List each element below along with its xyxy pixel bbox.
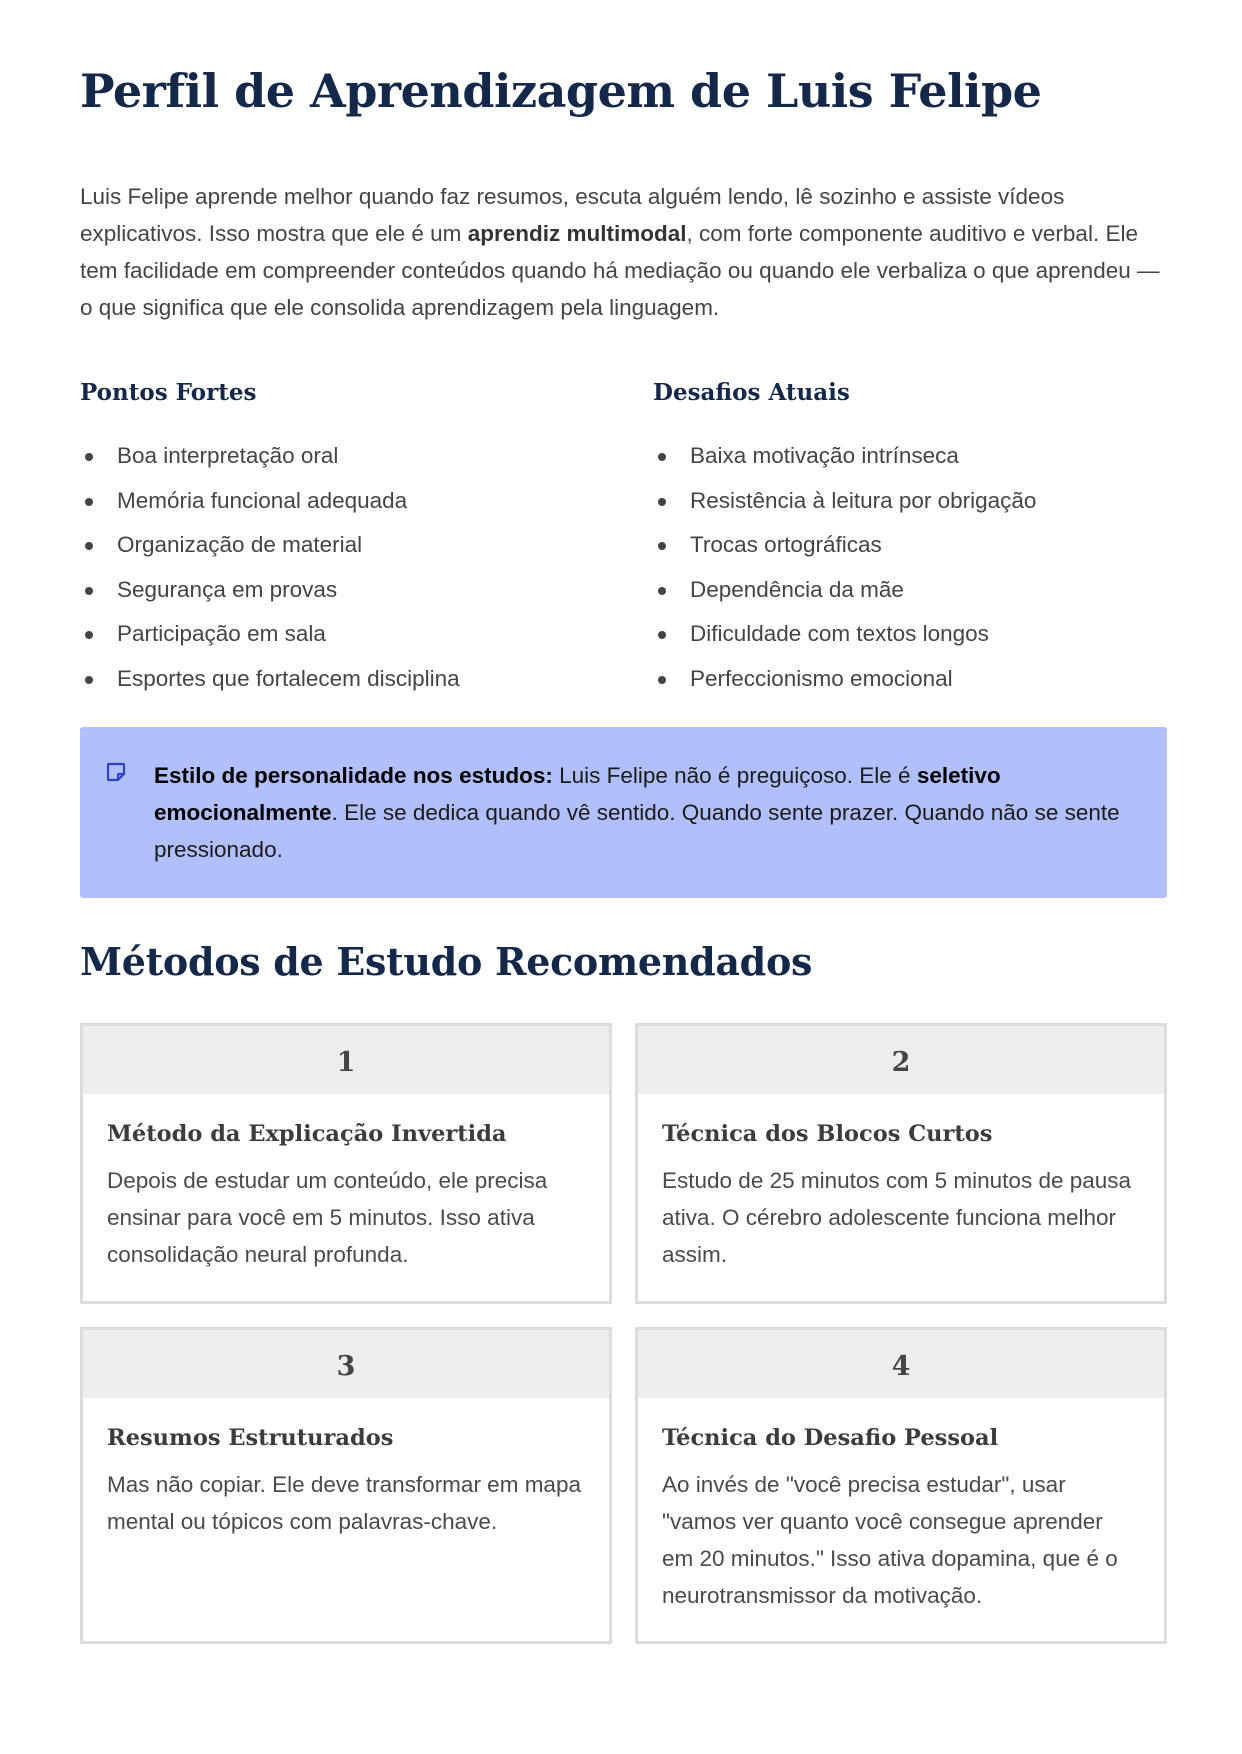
list-item bbox=[80, 612, 600, 657]
bullet-icon bbox=[658, 542, 666, 550]
method-card-body bbox=[638, 1094, 1164, 1273]
method-description: Ao invés de "você precisa estudar", usar "vamos ver quanto você consegue aprender em 20 minutos." Isso ativa dopamina, que é o neurotransmissor da motivação. bbox=[662, 1472, 1118, 1608]
method-card-body bbox=[83, 1094, 609, 1273]
method-number: 4 bbox=[638, 1330, 1164, 1398]
personality-callout bbox=[80, 727, 1167, 898]
method-description: Mas não copiar. Ele deve transformar em mapa mental ou tópicos com palavras-chave. bbox=[107, 1472, 581, 1534]
list-item bbox=[653, 657, 1173, 702]
bullet-icon bbox=[85, 498, 93, 506]
method-description: Estudo de 25 minutos com 5 minutos de pausa ativa. O cérebro adolescente funciona melhor assim. bbox=[662, 1168, 1132, 1267]
method-number: 2 bbox=[638, 1026, 1164, 1094]
challenges-heading: Desafios Atuais bbox=[653, 379, 850, 406]
strengths-list bbox=[80, 434, 600, 702]
intro-text: Luis Felipe aprende melhor quando faz resumos, escuta alguém lendo, lê sozinho e assiste vídeos explicativos. Isso mostra que ele é um bbox=[80, 184, 1065, 246]
callout-text bbox=[154, 757, 1127, 868]
callout-label: Estilo de personalidade nos estudos: bbox=[154, 763, 553, 788]
bullet-icon bbox=[658, 498, 666, 506]
bullet-icon bbox=[85, 676, 93, 684]
callout-text-end: . Ele se dedica quando vê sentido. Quando sente prazer. Quando não se sente pressionado. bbox=[154, 800, 1120, 862]
method-title: Resumos Estruturados bbox=[107, 1425, 394, 1451]
list-item bbox=[80, 434, 600, 479]
method-card bbox=[80, 1023, 612, 1304]
intro-paragraph bbox=[80, 178, 1167, 326]
method-title: Técnica do Desafio Pessoal bbox=[662, 1425, 999, 1451]
list-item-label: Esportes que fortalecem disciplina bbox=[117, 665, 460, 691]
method-card-body bbox=[638, 1398, 1164, 1614]
list-item bbox=[653, 612, 1173, 657]
bullet-icon bbox=[658, 676, 666, 684]
challenges-list bbox=[653, 434, 1173, 702]
list-item bbox=[653, 523, 1173, 568]
methods-heading: Métodos de Estudo Recomendados bbox=[80, 939, 813, 984]
method-title: Método da Explicação Invertida bbox=[107, 1121, 507, 1147]
list-item-label: Trocas ortográficas bbox=[690, 532, 882, 558]
note-icon bbox=[105, 761, 127, 783]
list-item bbox=[653, 479, 1173, 524]
method-card-body bbox=[83, 1398, 609, 1540]
method-title: Técnica dos Blocos Curtos bbox=[662, 1121, 993, 1147]
method-description: Depois de estudar um conteúdo, ele precisa ensinar para você em 5 minutos. Isso ativa consolidação neural profunda. bbox=[107, 1168, 548, 1267]
challenges-column bbox=[653, 372, 1173, 702]
list-item-label: Boa interpretação oral bbox=[117, 443, 339, 468]
strengths-heading: Pontos Fortes bbox=[80, 379, 257, 406]
list-item-label: Baixa motivação intrínseca bbox=[690, 443, 959, 468]
method-number: 3 bbox=[83, 1330, 609, 1398]
method-card bbox=[635, 1023, 1167, 1304]
intro-text-end: , com forte componente auditivo e verbal. Ele tem facilidade em compreender conteúdos quando há mediação ou quando ele verbaliza o que aprendeu — o que significa que ele consolida aprendizagem pela linguagem. bbox=[80, 221, 1160, 320]
list-item-label: Memória funcional adequada bbox=[117, 487, 408, 513]
method-card bbox=[80, 1327, 612, 1644]
bullet-icon bbox=[85, 453, 93, 461]
bullet-icon bbox=[658, 631, 666, 639]
strengths-column bbox=[80, 372, 600, 702]
callout-emphasis: seletivo emocionalmente bbox=[154, 763, 1001, 825]
bullet-icon bbox=[658, 453, 666, 461]
list-item-label: Participação em sala bbox=[117, 621, 326, 647]
bullet-icon bbox=[85, 542, 93, 550]
bullet-icon bbox=[85, 631, 93, 639]
list-item bbox=[653, 434, 1173, 479]
method-card bbox=[635, 1327, 1167, 1644]
intro-emphasis: aprendiz multimodal bbox=[467, 221, 687, 246]
method-number: 1 bbox=[83, 1026, 609, 1094]
list-item bbox=[80, 568, 600, 613]
list-item-label: Perfeccionismo emocional bbox=[690, 665, 953, 691]
list-item bbox=[80, 523, 600, 568]
list-item-label: Segurança em provas bbox=[117, 576, 338, 602]
callout-text-part: Luis Felipe não é preguiçoso. Ele é bbox=[552, 763, 917, 788]
list-item-label: Resistência à leitura por obrigação bbox=[690, 487, 1037, 513]
page-title: Perfil de Aprendizagem de Luis Felipe bbox=[80, 64, 1042, 118]
list-item-label: Dependência da mãe bbox=[690, 576, 904, 602]
list-item bbox=[80, 479, 600, 524]
list-item bbox=[80, 657, 600, 702]
bullet-icon bbox=[85, 587, 93, 595]
list-item-label: Organização de material bbox=[117, 532, 363, 558]
bullet-icon bbox=[658, 587, 666, 595]
list-item bbox=[653, 568, 1173, 613]
list-item-label: Dificuldade com textos longos bbox=[690, 621, 989, 647]
